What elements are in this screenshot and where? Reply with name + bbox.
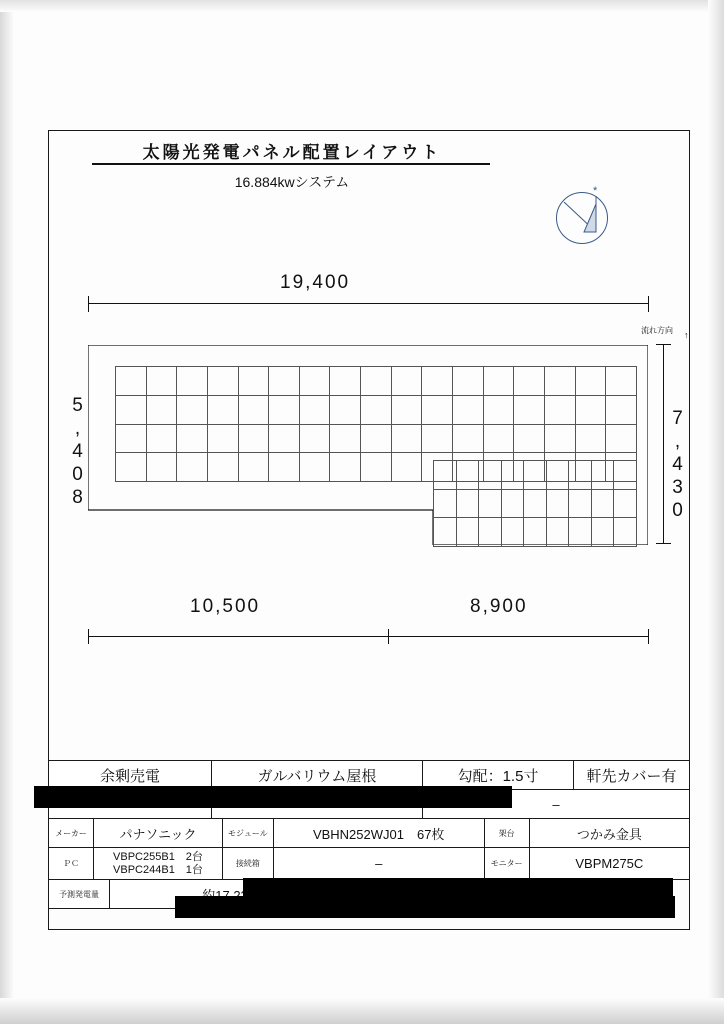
- panel-cell: [299, 367, 330, 396]
- panel-cell: [238, 453, 269, 482]
- panel-cell: [434, 489, 457, 518]
- panel-cell: [569, 461, 592, 490]
- panel-cell: [269, 453, 300, 482]
- north-arrow-icon: [556, 185, 612, 248]
- flow-direction-arrow-icon: ↑: [684, 330, 689, 340]
- dimension-right-tick-top: [656, 344, 671, 345]
- panel-cell: [207, 424, 238, 453]
- panel-cell: [501, 489, 524, 518]
- panel-cell: [453, 424, 484, 453]
- spec-label-junction-box: 接続箱: [223, 848, 274, 880]
- panel-cell: [177, 424, 208, 453]
- panel-cell: [614, 489, 637, 518]
- panel-cell: [330, 367, 361, 396]
- spec-value-pc-line1: VBPC255B1 2台: [113, 851, 203, 863]
- panel-cell: [591, 518, 614, 547]
- spec-value-monitor: VBPM275C: [529, 848, 689, 880]
- panel-cell: [501, 518, 524, 547]
- panel-cell: [456, 518, 479, 547]
- panel-cell: [544, 367, 575, 396]
- panel-cell: [524, 518, 547, 547]
- panel-row: [116, 367, 637, 396]
- scan-edge-shadow-right: [708, 0, 724, 1024]
- panel-cell: [569, 489, 592, 518]
- panel-cell: [434, 518, 457, 547]
- panel-cell: [330, 453, 361, 482]
- panel-cell: [391, 395, 422, 424]
- panel-row: [434, 461, 637, 490]
- panel-cell: [116, 395, 147, 424]
- panel-cell: [524, 461, 547, 490]
- spec-row-maker: [49, 819, 690, 848]
- panel-cell: [614, 461, 637, 490]
- panel-row: [116, 424, 637, 453]
- panel-cell: [546, 461, 569, 490]
- north-arrow-star: *: [593, 185, 598, 197]
- panel-cell: [330, 424, 361, 453]
- spec-cell-sell-type: 余剰売電: [49, 761, 212, 790]
- panel-cell: [456, 489, 479, 518]
- panel-cell: [116, 453, 147, 482]
- scan-edge-shadow-bottom: [0, 998, 724, 1024]
- panel-cell: [591, 461, 614, 490]
- redaction-bar-3: [175, 896, 675, 918]
- panel-cell: [361, 453, 392, 482]
- panel-cell: [483, 367, 514, 396]
- spec-cell-slope: 勾配：1.5寸: [423, 761, 574, 790]
- dimension-right-line: [663, 344, 664, 544]
- panel-cell: [177, 367, 208, 396]
- panel-cell: [569, 518, 592, 547]
- panel-cell: [614, 518, 637, 547]
- dimension-top-tick-right: [648, 296, 649, 312]
- panel-cell: [575, 395, 606, 424]
- panel-cell: [483, 395, 514, 424]
- dimension-top-line: [88, 303, 648, 304]
- panel-cell: [146, 424, 177, 453]
- panel-cell: [544, 395, 575, 424]
- panel-cell: [146, 453, 177, 482]
- panel-cell: [591, 489, 614, 518]
- panel-cell: [330, 395, 361, 424]
- panel-cell: [479, 489, 502, 518]
- page-title: 太陽光発電パネル配置レイアウト: [142, 143, 442, 162]
- panel-cell: [501, 461, 524, 490]
- flow-direction-label: 流れ方向: [641, 326, 673, 335]
- spec-row-pc: [49, 848, 690, 880]
- spec-label-module: モジュール: [223, 819, 274, 848]
- panel-cell: [146, 395, 177, 424]
- panel-cell: [575, 367, 606, 396]
- panel-cell: [299, 453, 330, 482]
- panel-cell: [177, 453, 208, 482]
- panel-cell: [575, 424, 606, 453]
- spec-cell-dash: –: [423, 790, 690, 819]
- system-capacity-subtitle: 16.884kwシステム: [234, 174, 350, 190]
- spec-value-junction-box: –: [273, 848, 484, 880]
- panel-cell: [269, 395, 300, 424]
- panel-cell: [207, 367, 238, 396]
- panel-cell: [606, 424, 637, 453]
- panel-cell: [514, 367, 545, 396]
- dimension-right-tick-bottom: [656, 543, 671, 544]
- panel-cell: [391, 367, 422, 396]
- panel-cell: [453, 367, 484, 396]
- panel-row: [434, 489, 637, 518]
- panel-cell: [238, 424, 269, 453]
- panel-cell: [177, 395, 208, 424]
- panel-cell: [544, 424, 575, 453]
- dimension-bottom-line: [88, 636, 648, 637]
- panel-cell: [422, 367, 453, 396]
- panel-cell: [361, 367, 392, 396]
- redaction-bar-2: [243, 878, 673, 898]
- panel-cell: [546, 518, 569, 547]
- dimension-left-height: 5,408: [67, 395, 88, 510]
- panel-row: [434, 518, 637, 547]
- spec-label-pc: ＰＣ: [49, 848, 94, 880]
- spec-label-estimated-output: 予測発電量: [49, 880, 110, 909]
- spec-label-mount: 架台: [484, 819, 529, 848]
- dimension-top-overall: 19,400: [280, 272, 351, 293]
- spec-value-pc-line2: VBPC244B1 1台: [113, 863, 203, 876]
- spec-value-module: VBHN252WJ01 67枚: [273, 819, 484, 848]
- title-underline: [92, 163, 490, 165]
- panel-cell: [207, 395, 238, 424]
- spec-cell-eave-cover: 軒先カバー有: [574, 761, 690, 790]
- panel-cell: [606, 395, 637, 424]
- dimension-right-height: 7,430: [667, 408, 688, 523]
- panel-cell: [524, 489, 547, 518]
- panel-grid-lower: [433, 460, 637, 547]
- panel-cell: [422, 395, 453, 424]
- dimension-bottom-right: 8,900: [470, 596, 528, 617]
- panel-cell: [479, 461, 502, 490]
- dimension-bottom-left: 10,500: [190, 596, 261, 617]
- panel-cell: [269, 367, 300, 396]
- panel-cell: [116, 424, 147, 453]
- panel-cell: [238, 395, 269, 424]
- panel-cell: [479, 518, 502, 547]
- spec-cell-roof-material: ガルバリウム屋根: [212, 761, 423, 790]
- spec-value-pc: [94, 848, 223, 880]
- panel-row: [116, 395, 637, 424]
- dimension-bottom-tick-middle: [388, 629, 389, 644]
- spec-value-maker: パナソニック: [94, 819, 223, 848]
- scan-edge-shadow-left: [0, 0, 14, 1024]
- panel-cell: [361, 395, 392, 424]
- spec-label-maker: メーカー: [49, 819, 94, 848]
- panel-cell: [269, 424, 300, 453]
- panel-cell: [238, 367, 269, 396]
- dimension-bottom-tick-left: [88, 629, 89, 644]
- panel-cell: [207, 453, 238, 482]
- panel-cell: [434, 461, 457, 490]
- scan-edge-shadow-top: [0, 0, 724, 12]
- redaction-bar-1: [34, 786, 512, 808]
- panel-cell: [146, 367, 177, 396]
- panel-cell: [546, 489, 569, 518]
- panel-cell: [391, 424, 422, 453]
- panel-cell: [483, 424, 514, 453]
- panel-cell: [514, 424, 545, 453]
- panel-cell: [116, 367, 147, 396]
- panel-cell: [361, 424, 392, 453]
- panel-cell: [606, 367, 637, 396]
- panel-cell: [422, 424, 453, 453]
- dimension-top-tick-left: [88, 296, 89, 312]
- spec-value-mount: つかみ金具: [529, 819, 689, 848]
- spec-label-monitor: モニター: [484, 848, 529, 880]
- panel-cell: [299, 395, 330, 424]
- dimension-bottom-tick-right: [648, 629, 649, 644]
- panel-cell: [391, 453, 422, 482]
- panel-cell: [453, 395, 484, 424]
- panel-cell: [299, 424, 330, 453]
- panel-cell: [514, 395, 545, 424]
- panel-cell: [456, 461, 479, 490]
